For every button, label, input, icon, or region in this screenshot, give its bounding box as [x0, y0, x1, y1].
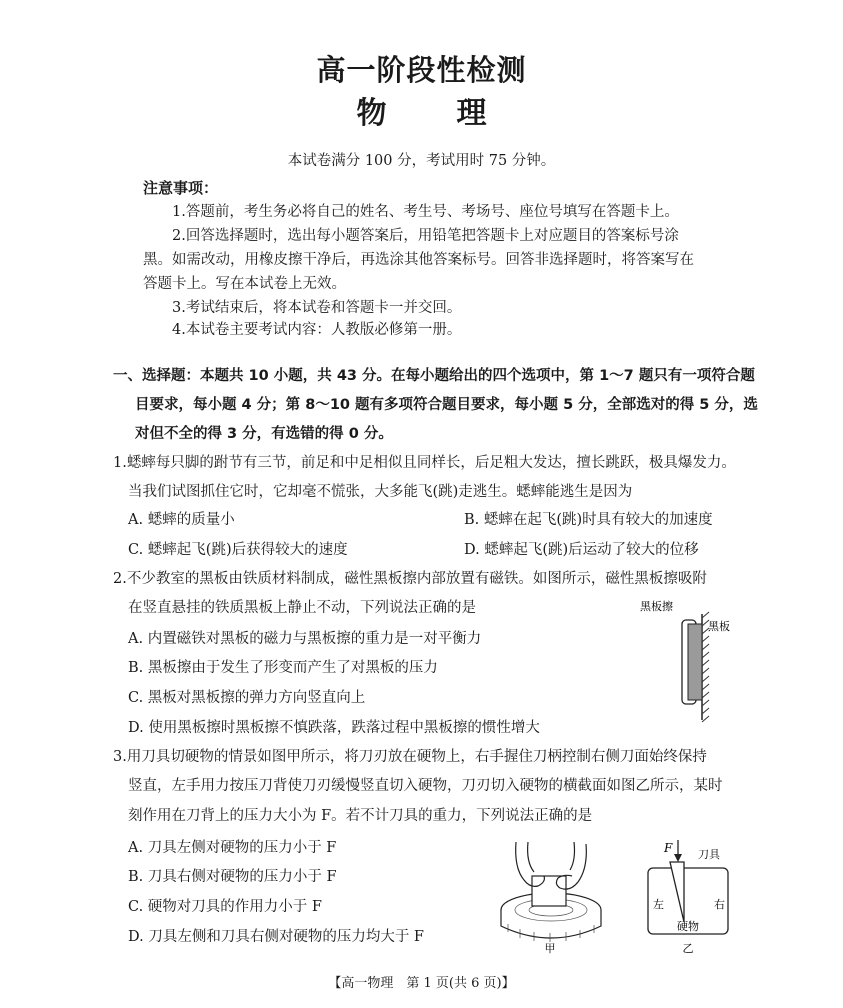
q1-option-c: C. 蟋蟀起飞(跳)后获得较大的速度	[128, 542, 348, 558]
q1-stem-line-2: 当我们试图抓住它时，它却毫不慌张，大多能飞(跳)走逃生。蟋蟀能逃生是因为	[128, 484, 633, 500]
note-line-2: 2.回答选择题时，选出每小题答案后，用铅笔把答题卡上对应题目的答案标号涂	[172, 228, 679, 244]
label-jia: 甲	[544, 942, 556, 955]
chopping-block-side	[501, 910, 601, 938]
note-line-5: 3.考试结束后，将本试卷和答题卡一并交回。	[172, 300, 462, 316]
q1-option-b: B. 蟋蟀在起飞(跳)时具有较大的加速度	[464, 512, 713, 528]
q3-figure-jia	[494, 838, 612, 956]
section-heading-line-1: 一、选择题：本题共 10 小题，共 43 分。在每小题给出的四个选项中，第 1～7 题只有一项符合题	[113, 368, 755, 384]
q2-option-a: A. 内置磁铁对黑板的磁力与黑板擦的重力是一对平衡力	[128, 631, 482, 647]
label-board: 黑板	[708, 620, 730, 633]
q1-stem-line-1: 1.蟋蟀每只脚的跗节有三节，前足和中足相似且同样长，后足粗大发达，擅长跳跃，极具爆发力。	[113, 455, 736, 471]
notes-title: 注意事项：	[143, 179, 219, 197]
q2-stem-line-1: 2.不少教室的黑板由铁质材料制成，磁性黑板擦内部放置有磁铁。如图所示，磁性黑板擦吸附	[113, 571, 707, 587]
page-footer: 【高一物理 第 1 页(共 6 页)】	[328, 976, 515, 991]
page-title: 高一阶段性检测	[316, 53, 527, 87]
subject-char-2: 理	[456, 96, 487, 131]
q2-stem-line-2: 在竖直悬挂的铁质黑板上静止不动，下列说法正确的是	[128, 600, 476, 616]
q1-option-d: D. 蟋蟀起飞(跳)后运动了较大的位移	[464, 542, 699, 558]
label-left: 左	[653, 898, 664, 911]
q3-option-d: D. 刀具左侧和刀具右侧对硬物的压力均大于 F	[128, 929, 424, 945]
q3-stem-line-2: 竖直，左手用力按压刀背使刀刃缓慢竖直切入硬物，刀刃切入硬物的横截面如图乙所示，某时	[128, 778, 723, 794]
q2-option-b: B. 黑板擦由于发生了形变而产生了对黑板的压力	[128, 660, 438, 676]
q3-option-b: B. 刀具右侧对硬物的压力小于 F	[128, 869, 337, 885]
q2-figure	[636, 596, 736, 726]
section-heading-line-3: 对但不全的得 3 分，有选错的得 0 分。	[135, 426, 393, 442]
label-right: 右	[714, 898, 725, 911]
label-object: 硬物	[677, 920, 699, 933]
q2-option-d: D. 使用黑板擦时黑板擦不慎跌落，跌落过程中黑板擦的惯性增大	[128, 720, 540, 736]
note-line-4: 答题卡上。写在本试卷上无效。	[143, 276, 346, 292]
section-heading-line-2: 目要求，每小题 4 分；第 8～10 题有多项符合题目要求，每小题 5 分，全部选对的得 5 分，选	[135, 397, 758, 413]
subject-char-1: 物	[356, 96, 387, 131]
knife-blade	[532, 876, 566, 906]
q3-stem-line-3: 刻作用在刀背上的压力大小为 F。若不计刀具的重力，下列说法正确的是	[128, 808, 593, 824]
q1-option-a: A. 蟋蟀的质量小	[128, 512, 235, 528]
label-yi: 乙	[682, 942, 694, 955]
label-knife: 刀具	[698, 848, 720, 861]
q3-option-c: C. 硬物对刀具的作用力小于 F	[128, 899, 322, 915]
q2-option-c: C. 黑板对黑板擦的弹力方向竖直向上	[128, 690, 366, 706]
eraser-felt	[688, 624, 702, 700]
note-line-3: 黑。如需改动，用橡皮擦干净后，再选涂其他答案标号。回答非选择题时，将答案写在	[143, 252, 694, 268]
label-eraser: 黑板擦	[640, 600, 673, 613]
note-line-1: 1.答题前，考生务必将自己的姓名、考生号、考场号、座位号填写在答题卡上。	[172, 204, 679, 220]
label-F: F	[664, 841, 673, 855]
q3-figure-yi	[634, 836, 744, 960]
q3-stem-line-1: 3.用刀具切硬物的情景如图甲所示，将刀刃放在硬物上，右手握住刀柄控制右侧刀面始终保持	[113, 749, 707, 765]
q3-option-a: A. 刀具左侧对硬物的压力小于 F	[128, 840, 337, 856]
note-line-6: 4.本试卷主要考试内容：人教版必修第一册。	[172, 322, 462, 338]
exam-intro: 本试卷满分 100 分，考试用时 75 分钟。	[287, 153, 556, 169]
subject-title	[0, 88, 843, 132]
